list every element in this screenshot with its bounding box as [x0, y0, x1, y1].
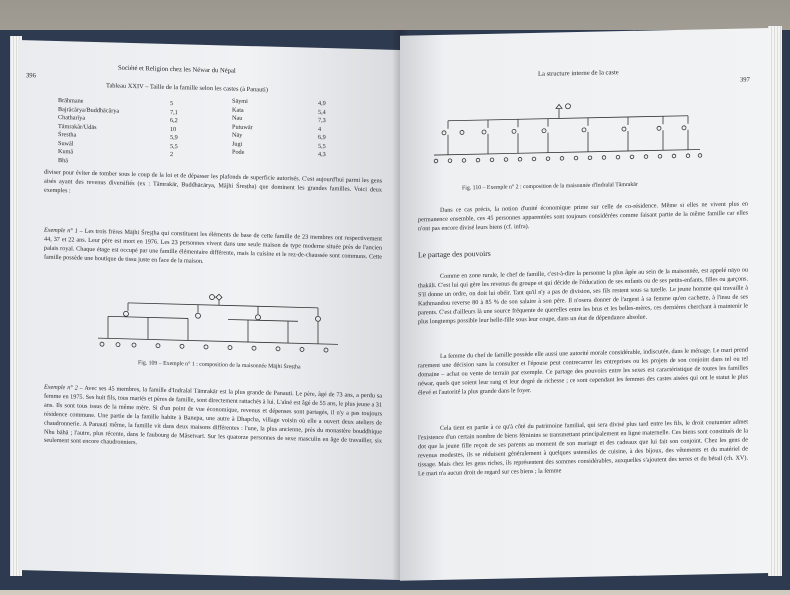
- figure-109-caption: Fig. 109 – Exemple n° 1 : composition de la maisonnée Mājhi Śreṣṭha: [138, 360, 301, 371]
- table-title: Tableau XXIV – Taille de la famille selon les castes (à Panauti): [106, 82, 268, 94]
- table-cell: Nāy: [232, 131, 243, 139]
- table-cell: 4,3: [318, 150, 326, 159]
- table-cell: Suwāl: [58, 139, 74, 147]
- table-cell: 10: [170, 125, 177, 133]
- table-cell: Bajrācārya/Buddhācārya: [58, 105, 120, 115]
- table-cell: Putuwār: [232, 123, 253, 131]
- figure-110-caption: Fig. 110 – Exemple n° 2 : composition de la maisonnée d'Indralal Tāmrakār: [462, 181, 638, 192]
- table-cell: 7,3: [318, 116, 326, 125]
- table-cell: Jugi: [232, 140, 243, 148]
- table-cell: 7,1: [170, 108, 178, 116]
- right-paragraph-4: Cela tient en partie à ce qu'à côté du patrimoine familial, qui sera divisé plus tard entre les fils, le droit coutumier admet l'existence d'un certain nombre de biens féminins se transmettant principalement en ligne maternelle. Ces biens sont constitués de la dot que la jeune fille reçoit de ses parents au moment de son mariage et des cadeaux que lui fait son conjoint. Chez les gens de revenus modestes, ils se réduisent généralement à quelques ustensiles de cuisine, à des bijoux, des vêtements et du matériel de tissage. Mais chez les gens riches, ils représentent des sommes considérables, auxquelles s'ajoutent des terres et du bétail (ch. XV). Le mari n'a aucun droit de regard sur ces biens ; la femme: [418, 418, 748, 477]
- table-castes-right: [232, 98, 253, 158]
- section-title: Le partage des pouvoirs: [418, 248, 491, 260]
- example-2-paragraph: [44, 384, 382, 455]
- table-cell: 4,9: [318, 99, 326, 108]
- left-page: [18, 40, 403, 580]
- table-cell: Śrestha: [58, 131, 77, 139]
- right-paragraph-2: Comme en zone rurale, le chef de famille, c'est-à-dire la personne la plus âgée au sein de la maisonnée, est appelé nāyo ou thakāli. C'est lui qui gère les revenus du groupe et qui décide de l'éducation de ses enfants ou de ses petits-enfants, filles ou garçons. S'il donne un ordre, on doit lui obéir. Tant qu'il n'y a pas de division, ses fils restent sous sa tutelle. Le jeune homme qui travaille à Kathmandou reverse 80 à 85 % de son salaire à son père. Il n'osera donner de l'argent à sa femme qu'en cachette, à l'insu de ses parents. C'est d'ailleurs là une source fréquente de querelles entre les brus et les belles-mères, ces dernières cherchant à maintenir le plus longtemps possible leur belle-fille sous leur coupe, dans un état de dépendance absolue.: [418, 266, 748, 325]
- table-cell: Bhā: [58, 156, 68, 164]
- kinship-diagram-109: [98, 288, 358, 357]
- kinship-diagram-110: [428, 99, 708, 177]
- table-cell: 2: [170, 150, 174, 159]
- table-cell: Sāymi: [232, 97, 248, 106]
- table-castes-left: [58, 97, 119, 167]
- example-1-text: – Les trois frères Mājhi Śreṣṭha qui constituent les éléments de base de cette famille de 23 membres ont respectivement 44, 37 et 22 ans. Leur père est mort en 1976. Les 23 personnes vivent dans une seule maison de type moderne située près de l'ancien palais royal. Chaque étage est occupé par une famille élémentaire différente, mais la cuisine et le rez-de-chaussée sont communs. Cette famille possède une boutique de tissu juste en face de la maison.: [44, 227, 382, 265]
- right-page: [400, 28, 770, 581]
- table-cell: Kumā: [58, 148, 74, 156]
- example-1-paragraph: [44, 227, 382, 271]
- table-cell: Brāhmane: [58, 97, 84, 105]
- table-cell: 5,4: [318, 108, 326, 116]
- right-paragraph-1: Dans ce cas précis, la notion d'unité économique prime sur celle de co-résidence. Même si elles ne vivent plus en permanence ensemble, ces 45 personnes apparentées sont toujours considérées comme faisant partie de la même famille car elles n'ont pas encore divisé leurs biens (cf. infra).: [418, 200, 748, 233]
- table-values-right: [318, 100, 326, 160]
- right-running-head: La structure interne de la caste: [538, 69, 619, 78]
- table-cell: 5,9: [170, 133, 178, 142]
- table-cell: 5,5: [170, 142, 178, 150]
- table-cell: Nau: [232, 114, 243, 122]
- table-cell: 6,2: [170, 116, 178, 125]
- page-stack-right: [768, 26, 782, 576]
- table-cell: Pode: [232, 148, 245, 156]
- table-cell: 6,9: [318, 133, 326, 142]
- table-cell: 5,5: [318, 142, 326, 150]
- table-cell: Kata: [232, 106, 244, 114]
- table-values-left: [170, 100, 178, 168]
- right-paragraph-3: La femme du chef de famille possède elle aussi une autorité morale considérable, indiscutée, dans le ménage. Le mari prend rarement une décision sans la consulter et l'épouse peut contrecarrer les entreprises ou les projets de son conjoint dans tel ou tel domaine – achat ou vente de terrain par exemple. Ce partage des pouvoirs entre les sexes est caractéristique de toutes les familles néwar, quels que soient leur rang et leur degré de richesse ; ce sont cependant les femmes des castes aisées qui ont le statut le plus élevé et l'autorité la plus grande dans le foyer.: [418, 346, 748, 396]
- table-cell: [170, 159, 178, 168]
- example-2-text: – Avec ses 45 membres, la famille d'Indralal Tāmrakār est la plus grande de Panauti. Le père, âgé de 73 ans, a perdu sa femme en 1975. Ses huit fils, tous mariés et pères de famille, sont directement rattachés à lui. L'aîné est âgé de 55 ans, le plus jeune a 31 ans. Ils sont tous issus de la même mère. Si d'un point de vue économique, revenus et dépenses sont partagés, il n'y a pas toujours résidence commune. Une partie de la famille habite à Banepa, une autre à Dhapcha, village voisin où elle a ouvert deux ateliers de chaudronnerie. A Panauti même, la famille vit dans deux maisons différentes : l'une, la plus ancienne, près du monastère bouddhique Nhu bāhā ; l'autre, plus récente, dans le faubourg de Māsetvarī. Sur les quatorze personnes de sexe masculin en âge de travailler, six seulement sont encore chaudronniers.: [44, 384, 382, 447]
- table-cell: 5: [170, 99, 174, 108]
- left-page-number: 396: [26, 72, 36, 80]
- example-2-label: Exemple n° 2: [44, 383, 78, 392]
- example-1-label: Exemple n° 1: [44, 226, 78, 235]
- table-cell: Tāmrakār/Udās: [58, 122, 97, 131]
- left-paragraph-1: diviser pour éviter de tomber sous le coup de la loi et de dépasser les plafonds de superficie autorisés. C'est aujourd'hui parmi les gens aisés ayant des revenus diversifiés (ex : Tāmrakār, Buddhācārya, Mājhi Śreṣṭha) que dominent les grandes familles. Voici deux exemples :: [44, 168, 382, 195]
- left-running-head: Société et Religion chez les Néwar du Népal: [118, 64, 236, 75]
- table-cell: Chatharīya: [58, 114, 86, 122]
- table-cell: 4: [318, 125, 322, 133]
- right-page-number: 397: [740, 76, 750, 84]
